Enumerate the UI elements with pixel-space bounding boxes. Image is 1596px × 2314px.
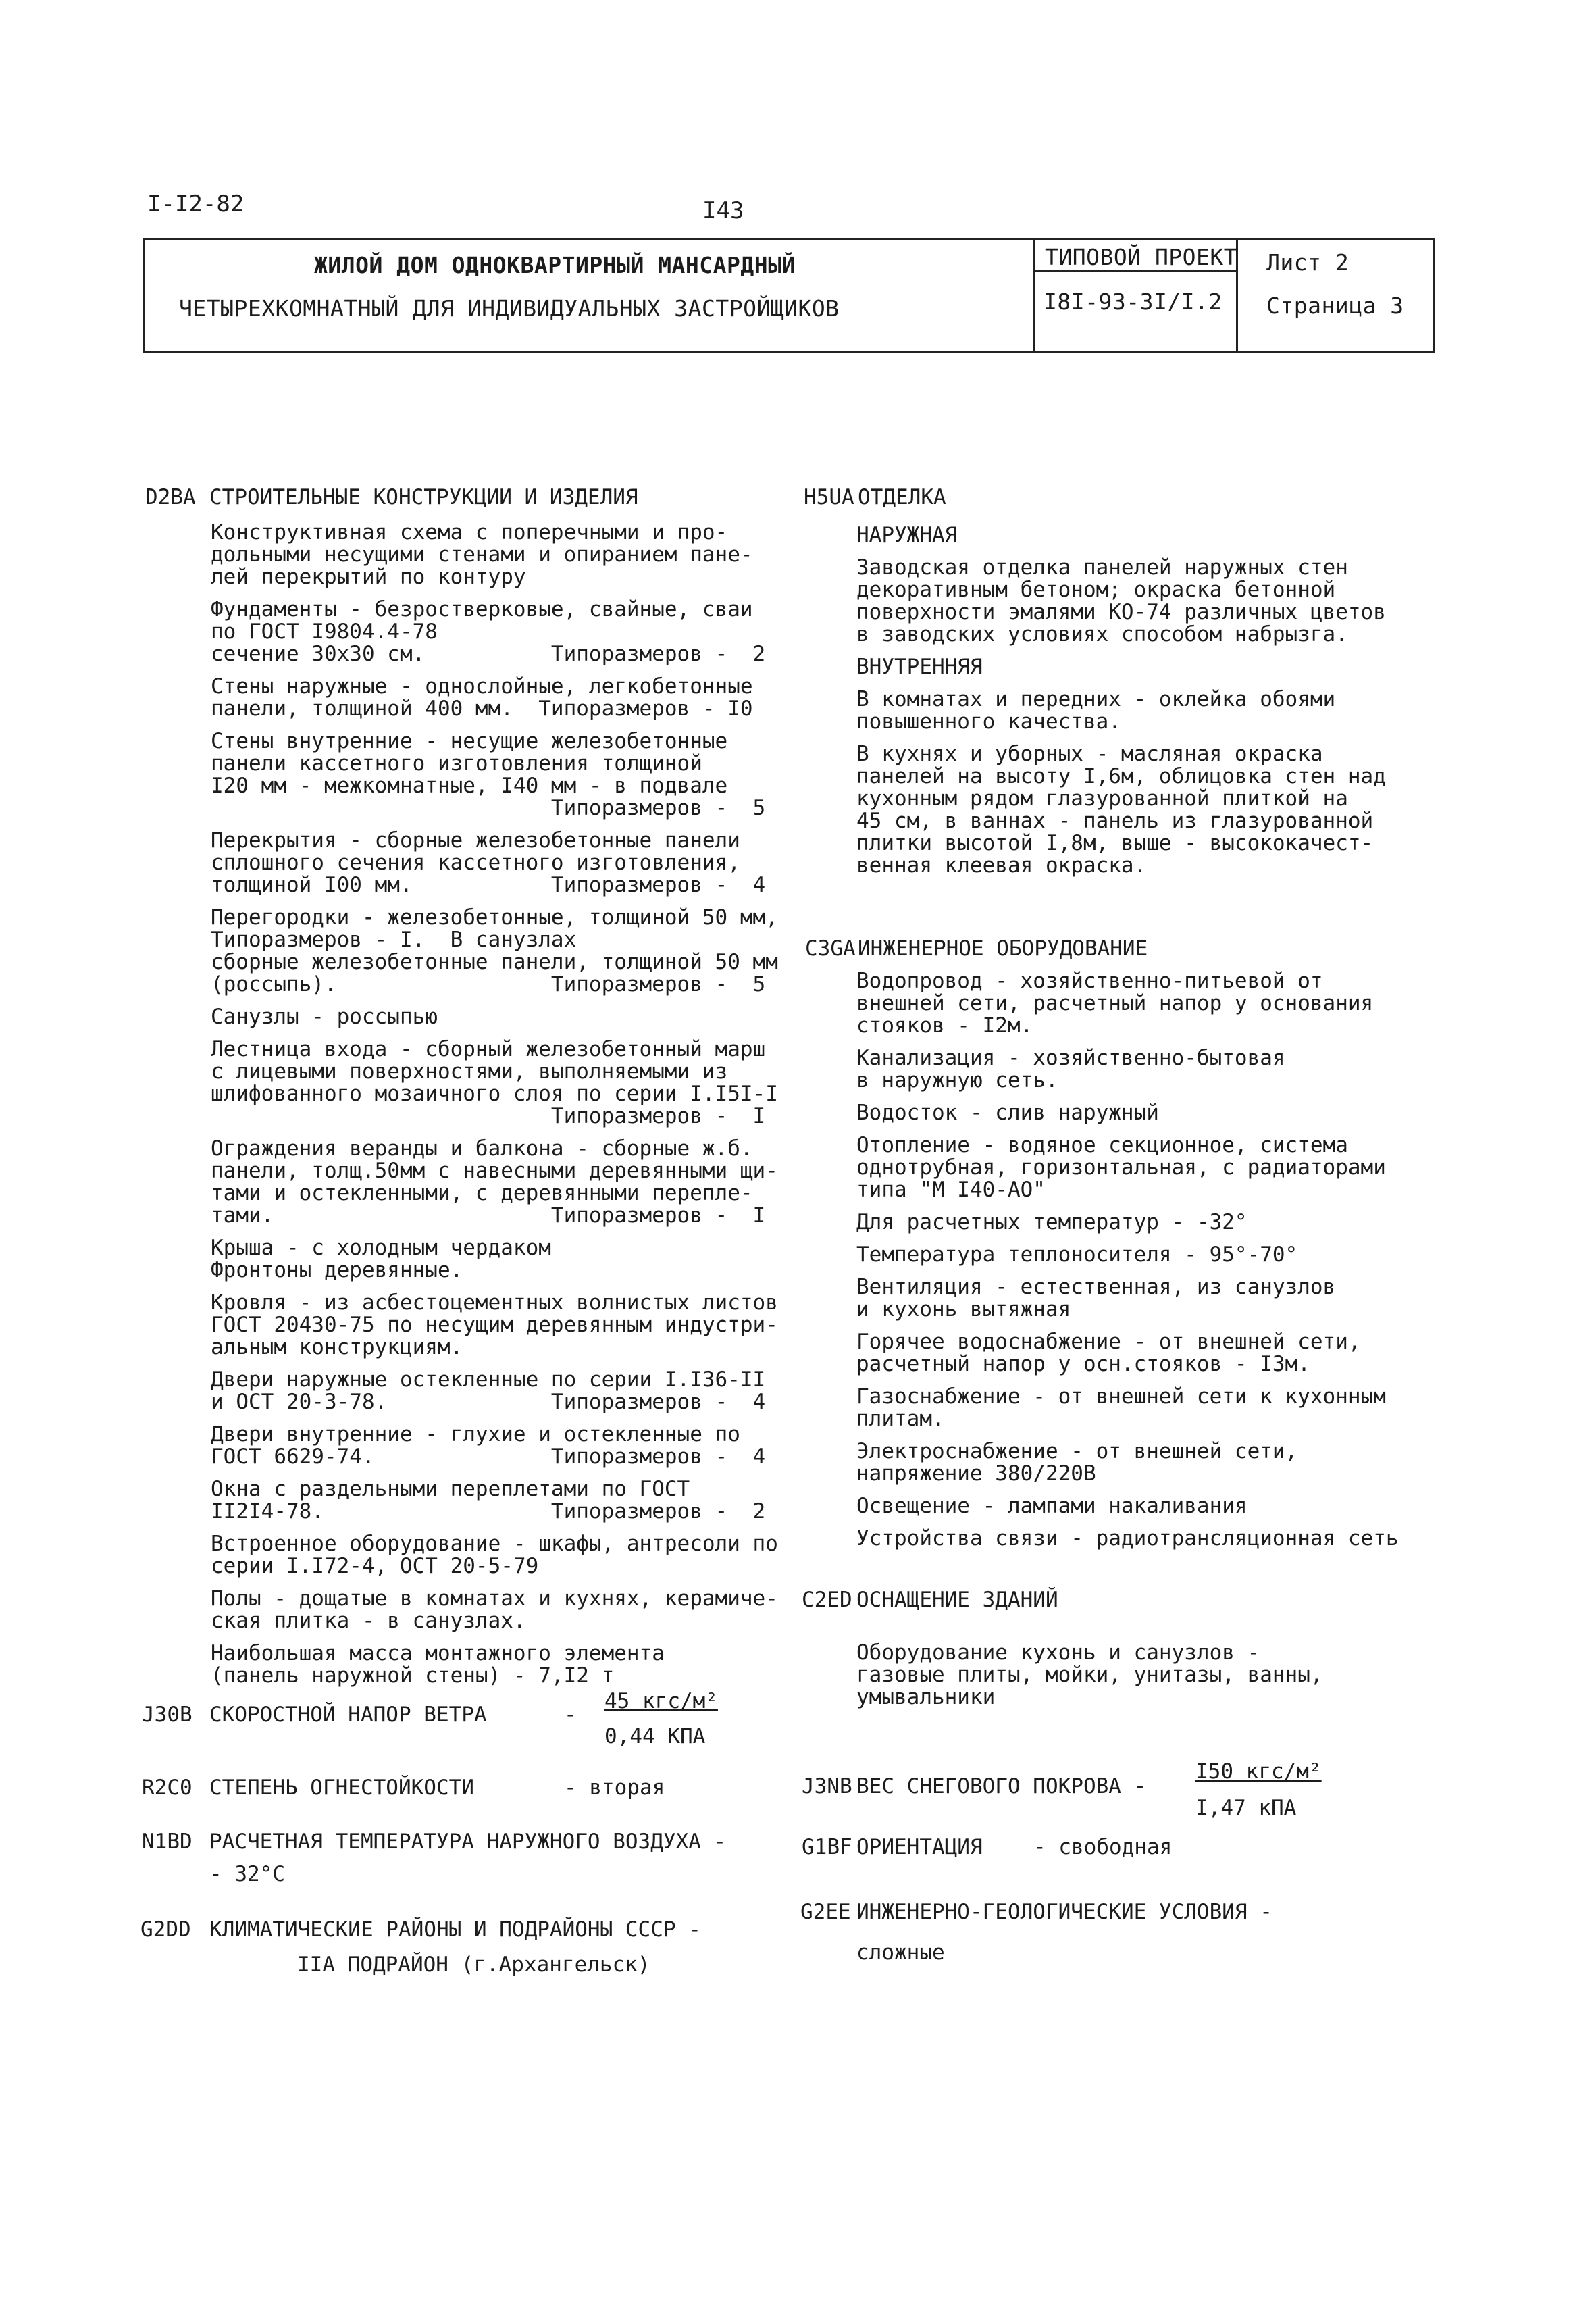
eng-para: Водопровод - хозяйственно-питьевой от внешней сети, расчетный напор у основания стояков - I2м. <box>856 969 1374 1038</box>
equip-text-block <box>856 1642 1451 1719</box>
left-para: Окна с раздельными переплетами по ГОСТ II2I4-78. Типоразмеров - 2 <box>211 1477 766 1524</box>
snow-value-top: I50 кгс/м² <box>1195 1759 1322 1784</box>
outer-finish-heading: НАРУЖНАЯ <box>856 523 958 547</box>
eng-heading: ИНЖЕНЕРНОЕ ОБОРУДОВАНИЕ <box>858 936 1148 961</box>
project-label: ТИПОВОЙ ПРОЕКТ <box>1045 244 1238 270</box>
finish-code: H5UA <box>804 485 854 509</box>
eng-para: Устройства связи - радиотрансляционная сеть <box>856 1526 1399 1551</box>
eng-para: Горячее водоснабжение - от внешней сети, расчетный напор у осн.стояков - I3м. <box>856 1330 1361 1376</box>
left-column <box>211 522 805 1697</box>
right-column-finish <box>856 524 1451 887</box>
eng-para: Отопление - водяное секционное, система однотрубная, горизонтальная, с радиаторами типа "М I40-АО" <box>856 1133 1386 1202</box>
left-para: Ограждения веранды и балкона - сборные ж.б. панели, толщ.50мм с навесными деревянными щи- тами и остекленными, с деревянными переплe- тами. Типоразмеров - I <box>211 1136 778 1228</box>
right-column-eng <box>856 970 1451 1560</box>
snow-value-bottom: I,47 кПА <box>1195 1796 1297 1820</box>
left-para: Наибольшая масса монтажного элемента (панель наружной стены) - 7,I2 т <box>211 1641 665 1688</box>
eng-para: Водосток - слив наружный <box>856 1101 1159 1125</box>
eng-para: Канализация - хозяйственно-бытовая в наружную сеть. <box>856 1046 1285 1092</box>
left-para: Стены наружные - однослойные, легкобетонные панели, толщиной 400 мм. Типоразмеров - I0 <box>211 674 753 721</box>
eng-code: C3GA <box>805 936 856 961</box>
climate-label: КЛИМАТИЧЕСКИЕ РАЙОНЫ И ПОДРАЙОНЫ СССР - <box>209 1917 701 1942</box>
eng-para: Освещение - лампами накаливания <box>856 1494 1247 1518</box>
orientation-code: G1BF <box>802 1835 852 1859</box>
left-para: Санузлы - россыпью <box>211 1005 438 1029</box>
eng-para: Электроснабжение - от внешней сети, напряжение 380/220В <box>856 1439 1298 1486</box>
temp-label: РАСЧЕТНАЯ ТЕМПЕРАТУРА НАРУЖНОГО ВОЗДУХА - <box>209 1830 727 1854</box>
left-section-heading: СТРОИТЕЛЬНЫЕ КОНСТРУКЦИИ И ИЗДЕЛИЯ <box>209 485 638 509</box>
left-para: Стены внутренние - несущие железобетонные панели кассетного изготовления толщиной I20 мм - межкомнатные, I40 мм - в подвале Типоразмеров - 5 <box>211 729 766 820</box>
wind-dash: - <box>564 1703 577 1727</box>
left-section-code: D2BA <box>145 485 196 509</box>
left-para: Фундаменты - безростверковые, свайные, сваи по ГОСТ I9804.4-78 сечение 30x30 см. Типоразмеров - 2 <box>211 597 766 666</box>
eng-para: Для расчетных температур - -32° <box>856 1210 1247 1234</box>
geo-value: сложные <box>856 1940 945 1965</box>
equip-code: C2ED <box>802 1588 852 1612</box>
left-para: Двери наружные остекленные по серии I.I36-II и ОСТ 20-3-78. Типоразмеров - 4 <box>211 1367 766 1414</box>
page-number: I43 <box>702 197 744 224</box>
climate-code: G2DD <box>140 1917 191 1942</box>
finish-heading: ОТДЕЛКА <box>858 485 946 509</box>
equip-heading: ОСНАЩЕНИЕ ЗДАНИЙ <box>856 1588 1058 1612</box>
eng-para: Газоснабжение - от внешней сети к кухонным плитам. <box>856 1384 1386 1431</box>
orientation-label: ОРИЕНТАЦИЯ <box>856 1835 983 1859</box>
project-number: I8I-93-3I/I.2 <box>1044 288 1222 315</box>
temp-code: N1BD <box>142 1830 192 1854</box>
left-para: Перекрытия - сборные железобетонные панели сплошного сечения кассетного изготовления, толщиной I00 мм. Типоразмеров - 4 <box>211 828 766 897</box>
left-para: Лестница входа - сборный железобетонный марш с лицевыми поверхностями, выполняемыми из шлифованного мозаичного слоя по серии I.I5I-I Типоразмеров - I <box>211 1037 778 1128</box>
wind-value-top: 45 кгс/м² <box>604 1689 718 1713</box>
climate-value: IIА ПОДРАЙОН (г.Архангельск) <box>297 1953 650 1977</box>
left-para: Крыша - с холодным чердаком Фронтоны деревянные. <box>211 1236 551 1282</box>
snow-label: ВЕС СНЕГОВОГО ПОКРОВА - <box>856 1774 1147 1799</box>
title-line-1: ЖИЛОЙ ДОМ ОДНОКВАРТИРНЫЙ МАНСАРДНЫЙ <box>314 252 796 278</box>
orientation-value: - свободная <box>1033 1835 1173 1859</box>
left-para: Конструктивная схема с поперечными и про- дольными несущими стенами и опиранием пане- лей перекрытий по контуру <box>211 520 753 589</box>
title-block <box>143 238 1435 353</box>
left-para: Двери внутренние - глухие и остекленные по ГОСТ 6629-74. Типоразмеров - 4 <box>211 1422 766 1469</box>
inner-finish-para: В кухнях и уборных - масляная окраска панелей на высоту I,6м, облицовка стен над кухонным рядом глазурованной плиткой на 45 см, в ваннах - панель из глазурованной плитки высотой I,8м, выше - высококачест- венная клеевая окраска. <box>856 742 1386 878</box>
inner-finish-heading: ВНУТРЕННЯЯ <box>856 655 983 679</box>
left-para: Встроенное оборудование - шкафы, антресоли по серии I.I72-4, ОСТ 20-5-79 <box>211 1532 778 1578</box>
wind-code: J30B <box>142 1703 192 1727</box>
wind-value-bottom: 0,44 КПА <box>604 1724 706 1749</box>
fire-label: СТЕПЕНЬ ОГНЕСТОЙКОСТИ <box>209 1776 474 1800</box>
equip-text: Оборудование кухонь и санузлов - газовые плиты, мойки, унитазы, ванны, умывальники <box>856 1640 1323 1709</box>
title-line-2: ЧЕТЫРЕХКОМНАТНЫЙ ДЛЯ ИНДИВИДУАЛЬНЫХ ЗАСТРОЙЩИКОВ <box>179 295 840 322</box>
snow-code: J3NB <box>802 1774 852 1799</box>
geo-code: G2EE <box>800 1900 851 1924</box>
wind-label: СКОРОСТНОЙ НАПОР ВЕТРА <box>209 1703 487 1727</box>
geo-label: ИНЖЕНЕРНО-ГЕОЛОГИЧЕСКИЕ УСЛОВИЯ - <box>856 1900 1272 1924</box>
left-para: Кровля - из асбестоцементных волнистых листов ГОСТ 20430-75 по несущим деревянным индустри- альным конструкциям. <box>211 1290 778 1359</box>
temp-value: - 32°С <box>209 1862 285 1886</box>
inner-finish-para: В комнатах и передних - оклейка обоями повышенного качества. <box>856 687 1336 734</box>
left-para: Перегородки - железобетонные, толщиной 50 мм, Типоразмеров - I. В санузлах сборные железобетонные панели, толщиной 50 мм (россыпь). Типоразмеров - 5 <box>211 905 778 997</box>
left-para: Полы - дощатые в комнатах и кухнях, керамиче- ская плитка - в санузлах. <box>211 1586 778 1633</box>
fire-value: - вторая <box>564 1776 665 1800</box>
eng-para: Температура теплоносителя - 95°-70° <box>856 1242 1298 1267</box>
page-label: Страница 3 <box>1266 293 1404 319</box>
sheet-label: Лист 2 <box>1266 249 1349 276</box>
eng-para: Вентиляция - естественная, из санузлов и кухонь вытяжная <box>856 1275 1336 1322</box>
series-number: I-I2-82 <box>147 191 244 218</box>
outer-finish-text: Заводская отделка панелей наружных стен декоративным бетоном; окраска бетонной поверхности эмалями КО-74 различных цветов в заводских условиях способом набрызга. <box>856 555 1386 647</box>
fire-code: R2C0 <box>142 1776 192 1800</box>
